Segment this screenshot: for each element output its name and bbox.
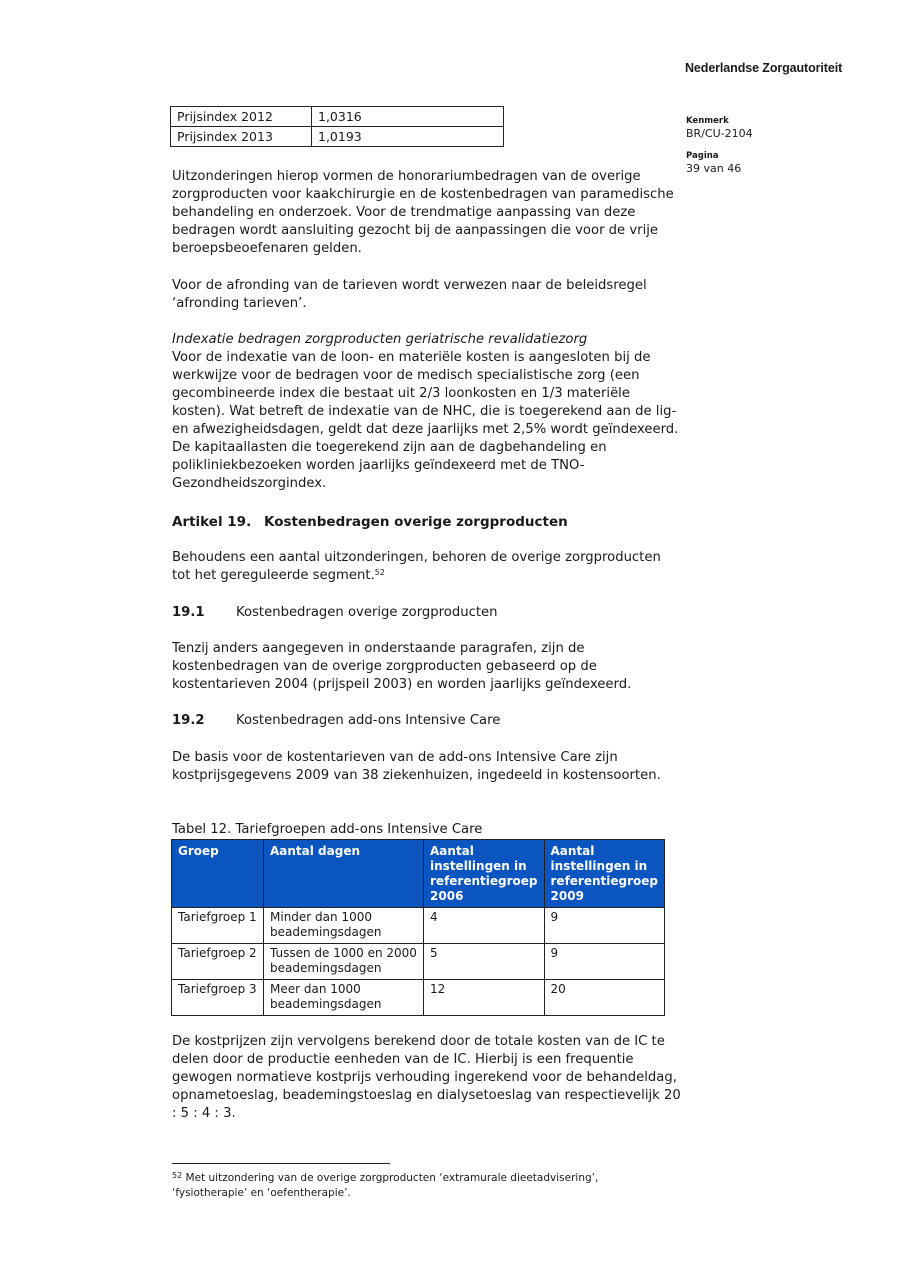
table-cell: Tussen de 1000 en 2000 beademingsdagen <box>264 944 424 980</box>
section-title: Kostenbedragen add-ons Intensive Care <box>236 713 501 728</box>
table-cell: 5 <box>424 944 545 980</box>
table-row <box>172 908 665 944</box>
pagina-label: Pagina <box>686 151 719 161</box>
table-cell: Tariefgroep 1 <box>172 908 264 944</box>
kenmerk-block <box>686 116 753 141</box>
table-cell: Prijsindex 2013 <box>171 127 312 147</box>
table-cell: 20 <box>544 980 664 1016</box>
footnote <box>172 1171 652 1201</box>
article-title: Kostenbedragen overige zorgproducten <box>264 514 568 530</box>
column-header: Groep <box>172 840 264 908</box>
section-number: 19.1 <box>172 605 205 620</box>
indexatie-heading: Indexatie bedragen zorgproducten geriatrische revalidatiezorg <box>172 332 588 347</box>
article-heading <box>172 513 568 531</box>
table-cell: Tariefgroep 3 <box>172 980 264 1016</box>
table-row <box>171 127 504 147</box>
footnote-ref[interactable]: 52 <box>374 568 385 577</box>
behoudens-text: Behoudens een aantal uitzonderingen, behoren de overige zorgproducten tot het gereguleerde segment. <box>172 550 661 583</box>
paragraph-kostprijzen: De kostprijzen zijn vervolgens berekend door de totale kosten van de IC te delen door de productie eenheden van de IC. Hierbij is een frequentie gewogen normatieve kostprijs verhouding ingerekend voor de behandeldag, opnametoeslag, beademingstoeslag en dialysetoeslag van respectievelijk 20 : 5 : 4 : 3. <box>172 1034 681 1121</box>
table-cell: Meer dan 1000 beademingsdagen <box>264 980 424 1016</box>
kenmerk-label: Kenmerk <box>686 116 729 126</box>
pagina-block <box>686 151 741 176</box>
table-row <box>171 107 504 127</box>
section-title: Kostenbedragen overige zorgproducten <box>236 605 498 620</box>
table-caption: Tabel 12. Tariefgroepen add-ons Intensive Care <box>172 822 483 837</box>
section-number: 19.2 <box>172 713 205 728</box>
footnote-divider <box>172 1163 390 1164</box>
column-header: Aantal dagen <box>264 840 424 908</box>
organization-name: Nederlandse Zorgautoriteit <box>685 61 843 75</box>
table-cell: 9 <box>544 908 664 944</box>
paragraph-behoudens <box>172 549 682 585</box>
table-cell: 12 <box>424 980 545 1016</box>
table-cell: 4 <box>424 908 545 944</box>
paragraph-tenzij: Tenzij anders aangegeven in onderstaande paragrafen, zijn de kostenbedragen van de overige zorgproducten gebaseerd op de kostentarieven 2004 (prijspeil 2003) en worden jaarlijks geïndexeerd. <box>172 641 632 692</box>
table-cell: 1,0316 <box>312 107 504 127</box>
paragraph-basis: De basis voor de kostentarieven van de add-ons Intensive Care zijn kostprijsgegevens 2009 van 38 ziekenhuizen, ingedeeld in kostensoorten. <box>172 750 661 783</box>
kenmerk-value: BR/CU-2104 <box>686 127 753 140</box>
table-row <box>172 980 665 1016</box>
column-header: Aantal instellingen in referentiegroep 2006 <box>424 840 545 908</box>
article-number: Artikel 19. <box>172 514 252 530</box>
section-heading-19-1 <box>172 604 497 622</box>
table-cell: Tariefgroep 2 <box>172 944 264 980</box>
table-cell: 9 <box>544 944 664 980</box>
paragraph-uitzonderingen: Uitzonderingen hierop vormen de honorariumbedragen van de overige zorgproducten voor kaakchirurgie en de kostenbedragen van paramedische behandeling en onderzoek. Voor de trendmatige aanpassing van deze bedragen wordt aansluiting gezocht bij de aanpassingen die voor de vrije beroepsbeoefenaren gelden. <box>172 169 674 256</box>
ic-tariefgroepen-table <box>171 839 665 1016</box>
paragraph-afronding: Voor de afronding van de tarieven wordt verwezen naar de beleidsregel ‘afronding tarieven’. <box>172 278 647 311</box>
section-heading-19-2 <box>172 712 500 730</box>
table-cell: 1,0193 <box>312 127 504 147</box>
prijsindex-table <box>170 106 504 147</box>
table-row <box>172 944 665 980</box>
table-cell: Minder dan 1000 beademingsdagen <box>264 908 424 944</box>
column-header: Aantal instellingen in referentiegroep 2009 <box>544 840 664 908</box>
footnote-number: 52 <box>172 1171 183 1180</box>
pagina-value: 39 van 46 <box>686 162 742 175</box>
table-header-row <box>172 840 665 908</box>
table-cell: Prijsindex 2012 <box>171 107 312 127</box>
paragraph-indexatie: Voor de indexatie van de loon- en materiële kosten is aangesloten bij de werkwijze voor de bedragen voor de medisch specialistische zorg (een gecombineerde index die bestaat uit 2/3 loonkosten en 1/3 materiële kosten). Wat betreft de indexatie van de NHC, die is toegerekend aan de lig- en afwezigheidsdagen, geldt dat deze jaarlijks met 2,5% wordt geïndexeerd. De kapitaallasten die toegerekend zijn aan de dagbehandeling en polikliniekbezoeken worden jaarlijks geïndexeerd met de TNO-Gezondheidszorgindex. <box>172 350 679 491</box>
footnote-text: Met uitzondering van de overige zorgproducten ‘extramurale dieetadvisering’, ‘fysiotherapie’ en ‘oefentherapie’. <box>172 1172 599 1199</box>
